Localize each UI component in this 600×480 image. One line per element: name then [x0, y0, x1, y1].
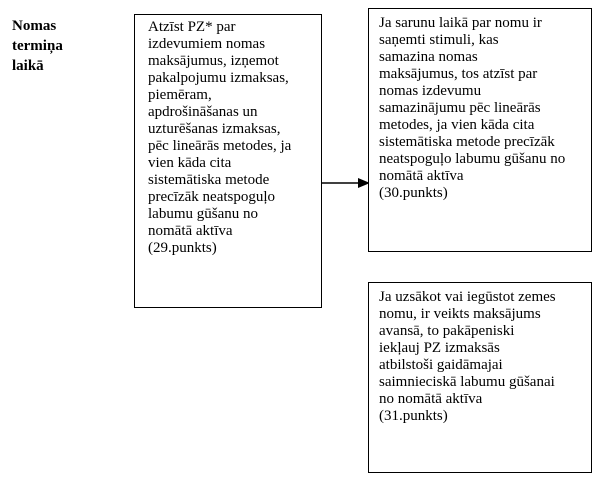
box-text-line: atbilstoši gaidāmajai: [379, 357, 503, 373]
rule-box-29: [134, 14, 322, 308]
box-text-line: izdevumiem nomas: [148, 36, 266, 52]
box-text-line: samazinājumu pēc lineārās: [379, 100, 541, 116]
side-label-line: laikā: [12, 58, 44, 74]
box-text-line: uzturēšanas izmaksas,: [148, 121, 281, 137]
box-text-line: saimnieciskā labumu gūšanai: [379, 374, 555, 390]
box-text-line: pakalpojumu izmaksas,: [148, 70, 289, 86]
box-text-line: neatspoguļo labumu gūšanu no: [379, 151, 566, 167]
box-text-line: no nomātā aktīva: [379, 391, 483, 407]
box-text-line: avansā, to pakāpeniski: [379, 323, 515, 339]
box-text-line: sistemātiska metode: [148, 172, 270, 188]
box-text-line: samazina nomas: [379, 49, 478, 65]
side-label-line: Nomas: [12, 18, 57, 34]
box-text-line: vien kāda cita: [148, 155, 232, 171]
box-text-line: precīzāk neatspoguļo: [148, 189, 276, 205]
box-text-line: (31.punkts): [379, 408, 448, 424]
box-text-line: apdrošināšanas un: [148, 104, 258, 120]
box-text-line: Ja uzsākot vai iegūstot zemes: [379, 289, 556, 305]
box-text-line: sistemātiska metode precīzāk: [379, 134, 555, 150]
box-text-line: iekļauj PZ izmaksās: [379, 340, 500, 356]
box-text-line: pēc lineārās metodes, ja: [148, 138, 292, 154]
box-text-line: nomu, ir veikts maksājums: [379, 306, 541, 322]
box-text-line: metodes, ja vien kāda cita: [379, 117, 535, 133]
box-text-line: (30.punkts): [379, 185, 448, 201]
box-text-line: Ja sarunu laikā par nomu ir: [379, 15, 542, 31]
box-text-line: (29.punkts): [148, 240, 217, 256]
box-text-line: maksājumus, tos atzīst par: [379, 66, 538, 82]
side-label: [12, 16, 102, 76]
box-text-line: piemēram,: [148, 87, 212, 103]
rule-box-31: [368, 282, 592, 473]
box-text-line: labumu gūšanu no: [148, 206, 258, 222]
side-label-line: termiņa: [12, 38, 63, 54]
box-text-line: saņemti stimuli, kas: [379, 32, 499, 48]
connector-arrow: [322, 176, 370, 190]
box-text-line: Atzīst PZ* par: [148, 19, 236, 35]
box-text-line: maksājumus, izņemot: [148, 53, 279, 69]
box-text-line: nomātā aktīva: [148, 223, 233, 239]
rule-box-30: [368, 8, 592, 252]
box-text-line: nomas izdevumu: [379, 83, 482, 99]
box-text-line: nomātā aktīva: [379, 168, 464, 184]
